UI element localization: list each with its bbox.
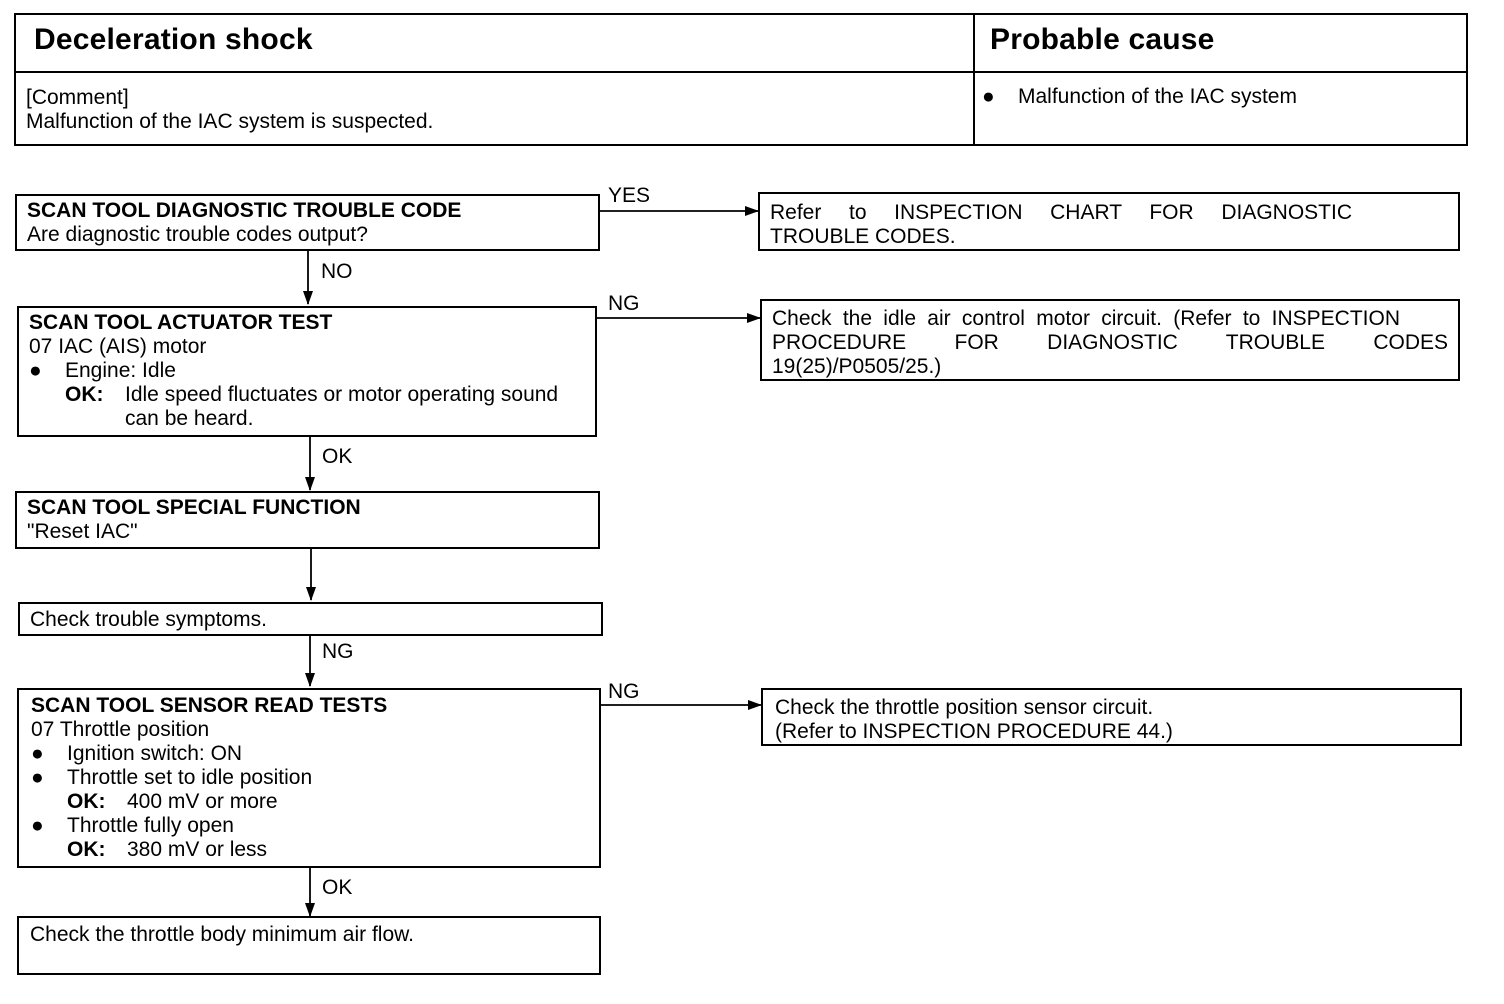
dtc-reference-line2: TROUBLE CODES. [770,225,956,248]
probable-cause-title: Probable cause [990,23,1215,56]
label-ok-actuator: OK [322,445,353,468]
label-ng-actuator: NG [608,292,640,315]
actuator-test-condition [29,359,585,383]
sensor-ok-2-text: 380 mV or less [127,838,268,861]
iac-circuit-line3: 19(25)/P0505/25.) [772,355,942,378]
special-function-title: SCAN TOOL SPECIAL FUNCTION [27,496,361,519]
page-title: Deceleration shock [34,23,313,56]
sensor-test-box [17,688,601,868]
label-ng-symptoms: NG [322,640,354,663]
bullet-icon: ● [31,814,44,837]
iac-circuit-line1: Check the idle air control motor circuit. (Refer to INSPECTION [772,307,1400,330]
bullet-icon: ● [29,359,42,382]
label-no: NO [321,260,353,283]
actuator-ok-text-cont: can be heard. [125,407,254,430]
dtc-reference-line1: Refer to INSPECTION CHART FOR DIAGNOSTIC [770,201,1352,224]
dtc-check-question: Are diagnostic trouble codes output? [27,223,368,246]
tps-circuit-line1: Check the throttle position sensor circuit. [775,696,1154,719]
bullet-icon: ● [982,85,995,108]
actuator-ok-text: Idle speed fluctuates or motor operating sound [125,383,559,406]
comment-label: [Comment] [26,86,129,109]
actuator-test-item: 07 IAC (AIS) motor [29,335,207,358]
sensor-condition-3 [31,814,587,838]
special-function-box [15,491,600,549]
symptoms-text: Check trouble symptoms. [30,608,267,631]
actuator-test-box [17,306,597,437]
sensor-test-item: 07 Throttle position [31,718,210,741]
sensor-condition-3-text: Throttle fully open [67,814,234,837]
dtc-reference-box [758,192,1460,251]
sensor-condition-2-text: Throttle set to idle position [67,766,313,789]
sensor-condition-2 [31,766,587,790]
label-yes: YES [608,184,651,207]
symptoms-box [18,602,603,636]
ok-label: OK: [65,383,104,406]
iac-circuit-box [760,299,1460,381]
airflow-text: Check the throttle body minimum air flow. [30,923,414,946]
sensor-ok-1-text: 400 mV or more [127,790,278,813]
actuator-test-title: SCAN TOOL ACTUATOR TEST [29,311,333,334]
tps-circuit-box [761,688,1462,746]
label-ok-sensor: OK [322,876,353,899]
ok-label: OK: [67,790,106,813]
comment-text: Malfunction of the IAC system is suspected. [26,110,434,133]
tps-circuit-line2: (Refer to INSPECTION PROCEDURE 44.) [775,720,1173,743]
actuator-condition-text: Engine: Idle [65,359,176,382]
actuator-ok-line [29,383,585,407]
sensor-condition-1 [31,742,587,766]
airflow-box [17,916,601,975]
dtc-check-box [15,194,600,251]
sensor-ok-2 [31,838,587,862]
sensor-condition-1-text: Ignition switch: ON [67,742,243,765]
dtc-check-title: SCAN TOOL DIAGNOSTIC TROUBLE CODE [27,199,462,222]
probable-cause-text: Malfunction of the IAC system [1018,85,1297,108]
sensor-ok-1 [31,790,587,814]
bullet-icon: ● [31,766,44,789]
special-function-item: "Reset IAC" [27,520,138,543]
bullet-icon: ● [31,742,44,765]
label-ng-sensor: NG [608,680,640,703]
ok-label: OK: [67,838,106,861]
sensor-test-title: SCAN TOOL SENSOR READ TESTS [31,694,388,717]
iac-circuit-line2: PROCEDURE FOR DIAGNOSTIC TROUBLE CODES [772,331,1448,354]
